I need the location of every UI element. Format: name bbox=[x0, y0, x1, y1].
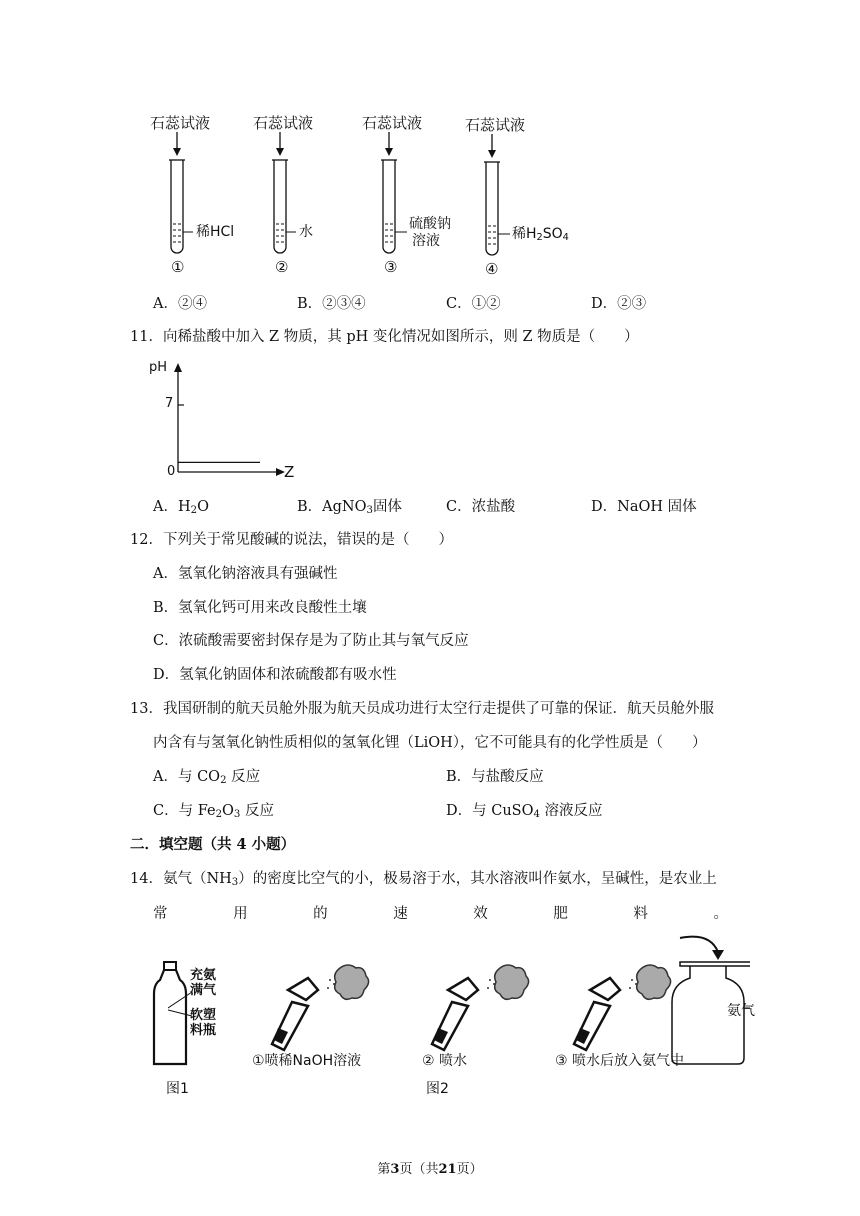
ph-y-label: pH bbox=[149, 360, 168, 375]
page-number: 3 bbox=[390, 1162, 400, 1177]
q14-char: 速 bbox=[393, 906, 408, 922]
tube3-reagent-label: 石蕊试液 bbox=[362, 114, 423, 132]
q13-option-a[interactable]: A．与 $CO_2$ 反应 bbox=[153, 769, 261, 786]
tube2-reagent-label: 石蕊试液 bbox=[253, 114, 314, 132]
total-pages: 21 bbox=[438, 1162, 457, 1177]
ph-x-label: Z bbox=[284, 463, 295, 481]
q10-option-b[interactable]: B．②③④ bbox=[297, 296, 366, 312]
q13-stem-line1: 13．我国研制的航天员舱外服为航天员成功进行太空行走提供了可靠的保证．航天员舱外服 bbox=[130, 701, 714, 717]
tube4-number: ④ bbox=[485, 260, 499, 278]
q14-char: 的 bbox=[313, 906, 328, 922]
sprayer-2-icon bbox=[428, 960, 538, 1060]
step3-caption: ③ 喷水后放入氨气中 bbox=[555, 1053, 685, 1069]
q14-char: 用 bbox=[233, 906, 248, 922]
sprayer-1-icon bbox=[268, 960, 378, 1060]
q11-stem: 11．向稀盐酸中加入 Z 物质，其 pH 变化情况如图所示，则 Z 物质是（ ） bbox=[130, 329, 639, 345]
tube2-number: ② bbox=[275, 258, 289, 276]
q11-option-c[interactable]: C．浓盐酸 bbox=[446, 499, 516, 515]
q11-option-d[interactable]: D．NaOH 固体 bbox=[591, 499, 697, 515]
q13-option-d[interactable]: D．与 CuSO$_4$ 溶液反应 bbox=[446, 803, 603, 820]
q12-option-d[interactable]: D．氢氧化钠固体和浓硫酸都有吸水性 bbox=[153, 667, 397, 683]
tube3-number: ③ bbox=[384, 258, 398, 276]
section2-title: 二．填空题（共 4 小题） bbox=[130, 836, 296, 853]
q14-char: 料 bbox=[633, 906, 648, 922]
q10-tube-figure bbox=[0, 108, 860, 283]
bottle-label: 充氨 满气 软塑 料瓶 bbox=[190, 968, 217, 1038]
q12-option-a[interactable]: A．氢氧化钠溶液具有强碱性 bbox=[153, 566, 338, 582]
y-axis-arrow bbox=[174, 363, 182, 372]
ph-y-tick-7: 7 bbox=[165, 396, 174, 411]
q10-option-c[interactable]: C．①② bbox=[446, 296, 501, 312]
tube4-drawing bbox=[480, 134, 512, 264]
tube2-drawing bbox=[268, 132, 298, 262]
tube1-reagent-label: 石蕊试液 bbox=[150, 114, 211, 132]
q11-ph-graph bbox=[147, 360, 307, 485]
q11-option-b[interactable]: B．AgNO$_3$固体 bbox=[297, 499, 402, 516]
q12-stem: 12．下列关于常见酸碱的说法，错误的是（ ） bbox=[130, 532, 453, 548]
q14-char: 效 bbox=[473, 906, 488, 922]
tube4-reagent-label: 石蕊试液 bbox=[465, 116, 526, 134]
gas-label: 氨气 bbox=[727, 1003, 755, 1019]
q13-option-c[interactable]: C．与 $Fe_2O_3$ 反应 bbox=[153, 803, 274, 820]
page-footer: 第3页（共21页） bbox=[377, 1162, 483, 1177]
fig2-caption: 图2 bbox=[426, 1081, 449, 1097]
q10-option-a[interactable]: A．②④ bbox=[153, 296, 207, 312]
step2-caption: ② 喷水 bbox=[422, 1053, 468, 1069]
tube3-liquid-label-line1: 硫酸钠 bbox=[409, 216, 451, 232]
step1-caption: ①喷稀NaOH溶液 bbox=[252, 1053, 362, 1069]
q14-char: 常 bbox=[153, 906, 168, 922]
q14-figure bbox=[140, 930, 760, 1100]
q12-option-b[interactable]: B．氢氧化钙可用来改良酸性土壤 bbox=[153, 600, 367, 616]
fig1-caption: 图1 bbox=[166, 1081, 189, 1097]
q14-stem-line2 bbox=[153, 902, 728, 923]
tube4-liquid-label: 稀$H_2SO_4$ bbox=[512, 226, 569, 243]
tube3-liquid-label-line2: 溶液 bbox=[412, 233, 440, 249]
ph-origin-label: 0 bbox=[167, 464, 176, 479]
tube1-number: ① bbox=[171, 258, 185, 276]
bottle-pointer-lines bbox=[168, 988, 198, 1018]
tube1-liquid-label: 稀HCl bbox=[196, 224, 235, 240]
tube3-drawing bbox=[377, 132, 409, 262]
q14-stem-line1: 14．氨气$(NH_3)$的密度比空气的小，极易溶于水，其水溶液叫作氨水，呈碱性，是农业上 bbox=[130, 871, 717, 888]
tube1-drawing bbox=[165, 132, 195, 262]
q12-option-c[interactable]: C．浓硫酸需要密封保存是为了防止其与氧气反应 bbox=[153, 633, 469, 649]
q14-char: 肥 bbox=[553, 906, 568, 922]
q11-option-a[interactable]: A．$H_2O$ bbox=[153, 499, 209, 516]
q14-char: 。 bbox=[713, 906, 728, 922]
tube2-liquid-label: 水 bbox=[299, 224, 313, 240]
q13-option-b[interactable]: B．与盐酸反应 bbox=[446, 769, 544, 785]
q13-stem-line2: 内含有与氢氧化钠性质相似的氢氧化锂（LiOH），它不可能具有的化学性质是（ ） bbox=[153, 735, 707, 751]
q10-option-d[interactable]: D．②③ bbox=[591, 296, 647, 312]
